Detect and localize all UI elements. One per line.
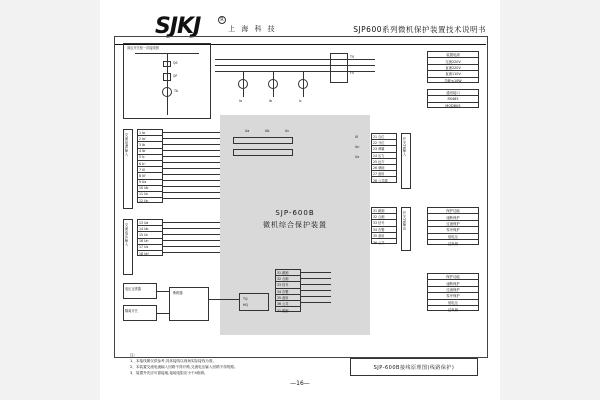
- lower-wire-3: [209, 299, 239, 300]
- right-terminal2-title: 开关量输出: [402, 211, 406, 231]
- signal-un-label: Un: [355, 145, 360, 149]
- signal-u-ua: Ua: [245, 129, 250, 133]
- table-row: MODBUS: [445, 103, 461, 108]
- list-item: 16 Un: [138, 239, 162, 245]
- device-model: SJP-600B: [275, 209, 315, 217]
- signal-ia-label: Ia: [239, 99, 242, 103]
- lower-left-block-2: [123, 305, 157, 321]
- left-wire-2: [163, 138, 220, 139]
- signal-ib-label: Ib: [269, 99, 272, 103]
- list-item: 2 Ia': [138, 136, 162, 142]
- right-table-protection-2: [427, 273, 479, 311]
- lower-mid-block: [239, 293, 269, 311]
- left-wire-9: [163, 180, 220, 181]
- table-row: 速断保护: [428, 214, 478, 220]
- list-item: 33 信号: [372, 220, 396, 226]
- list-item: 26 就地: [372, 165, 396, 171]
- lower-wire-2: [157, 313, 169, 314]
- table-row: 零序保护: [428, 227, 478, 233]
- table-header: 保护功能: [428, 208, 478, 214]
- signal-ux-label: Ux: [355, 155, 360, 159]
- list-item: 32 合闸: [276, 276, 300, 282]
- list-item: 27 备用: [372, 171, 396, 177]
- list-item: 35 备用: [372, 233, 396, 239]
- note-title: 注:: [130, 353, 135, 357]
- table-row: 零序保护: [428, 293, 478, 299]
- registered-trademark-icon: R: [218, 16, 226, 24]
- device-name: 微机综合保护装置: [263, 221, 327, 229]
- left-terminal2-column: [137, 219, 163, 256]
- list-item: 31 跳闸: [277, 308, 289, 313]
- list-item: 36 公共: [276, 301, 300, 307]
- note-line-1: 1、本接线图仅供参考,具体接线以现场实际接线为准。: [130, 359, 217, 363]
- left2-wire-3: [163, 234, 220, 235]
- list-item: 17 Ux: [138, 245, 162, 251]
- list-item: 10 Ub: [138, 186, 162, 192]
- brand-name-cn: 上 海 科 技: [228, 25, 277, 33]
- left2-wire-2: [163, 228, 220, 229]
- list-item: 31 跳闸: [276, 270, 300, 276]
- list-item: 14 Ub: [138, 226, 162, 232]
- right-table-protection: [427, 207, 479, 245]
- list-item: 32 合闸: [372, 214, 396, 220]
- list-item: 4 Ib': [138, 149, 162, 155]
- note-line-3: 3、装置外壳应可靠接地,接地电阻应小于4欧姆。: [130, 371, 208, 375]
- device-label: [220, 207, 370, 231]
- right-terminal2-column: [371, 207, 397, 244]
- table-row: 过负荷: [447, 307, 459, 312]
- table-row: 过流保护: [428, 287, 478, 293]
- arrester-label: FV: [350, 71, 355, 75]
- signal-i0-label: I0: [355, 135, 358, 139]
- bottom-right-wire-4: [301, 290, 331, 291]
- inner-connector-1: [233, 137, 293, 144]
- list-item: 1 Ia: [138, 130, 162, 136]
- figure-caption-box: SJP-600B接线原理图(线路保护): [350, 358, 478, 376]
- table-row: 低电压: [428, 300, 478, 306]
- schematic-frame: [114, 36, 488, 358]
- trip-coil-label: TQ: [243, 297, 248, 301]
- table-header: 保护功能: [428, 274, 478, 280]
- left-wire-8: [163, 174, 220, 175]
- lower-left-block-1: [123, 283, 157, 299]
- brand-logo: SJKJ: [155, 14, 201, 39]
- list-item: 9 Ua: [138, 180, 162, 186]
- left-wire-12: [163, 198, 220, 199]
- left-terminal-title: 交流电流输入: [124, 133, 128, 157]
- page-number: —16—: [290, 380, 310, 387]
- breaker-label: QF: [173, 74, 178, 78]
- list-item: 7 I0: [138, 167, 162, 173]
- pt-label: TV: [350, 55, 355, 59]
- table-row: 速断保护: [428, 280, 478, 286]
- busbar: [135, 53, 199, 54]
- list-item: 11 Uc: [138, 192, 162, 198]
- table-row: 功耗≤10W: [444, 79, 462, 84]
- right-table-power: [427, 51, 479, 83]
- table-header: 装置电源: [428, 52, 478, 58]
- ct-a-icon: [238, 79, 248, 89]
- left-wire-5: [163, 156, 220, 157]
- pt-box: [330, 53, 348, 83]
- table-row: 过负荷: [447, 241, 459, 246]
- left2-wire-6: [163, 252, 220, 253]
- list-item: 5 Ic: [138, 155, 162, 161]
- list-item: 21 合位: [372, 134, 396, 140]
- bottom-right-wire-2: [301, 278, 331, 279]
- list-item: 3 Ib: [138, 142, 162, 148]
- left2-wire-4: [163, 240, 220, 241]
- close-coil-label: HQ: [243, 303, 248, 307]
- table-row: 低电压: [428, 234, 478, 240]
- list-item: 33 信号: [276, 282, 300, 288]
- table-row: 交流220V: [428, 58, 478, 64]
- right-table-comm: [427, 89, 479, 108]
- list-item: 24 压力: [372, 153, 396, 159]
- left-terminal2-title: 交流电压输入: [124, 223, 128, 247]
- bottom-right-wire-3: [301, 284, 331, 285]
- right-terminal-column: [371, 133, 397, 183]
- list-item: 36 公共: [373, 240, 385, 245]
- bottom-right-wire-1: [301, 272, 331, 273]
- list-item: 13 Ua: [138, 220, 162, 226]
- list-item: 8 I0': [138, 173, 162, 179]
- ac-bus-b: [215, 65, 375, 66]
- signal-ic-label: Ic: [299, 99, 302, 103]
- isolator-label: QS: [173, 61, 178, 65]
- breaker-symbol: [163, 73, 171, 81]
- ct-b-icon: [268, 79, 278, 89]
- list-item: 34 告警: [276, 289, 300, 295]
- document-title: SJP600系列微机保护装置技术说明书: [353, 25, 486, 34]
- table-row: 直流220V: [428, 65, 478, 71]
- ct-symbol: [162, 87, 172, 97]
- left-wire-4: [163, 150, 220, 151]
- bottom-right-wire-5: [301, 296, 331, 297]
- left-wire-11: [163, 192, 220, 193]
- note-line-2: 2、本装置交流电流输入回路不得开路,交流电压输入回路不得短路。: [130, 365, 238, 369]
- isolator-symbol: [163, 61, 171, 67]
- one-line-diagram-title: 高压开关柜一次接线图: [127, 46, 159, 50]
- left-wire-1: [163, 132, 220, 133]
- inner-connector-2: [233, 149, 293, 156]
- right-terminal-title: 开关量输入: [402, 137, 406, 157]
- lower-left-label-3: 断路器: [173, 291, 183, 295]
- list-item: 12 Un: [139, 199, 149, 204]
- signal-u-uc: Uc: [285, 129, 290, 133]
- left-wire-10: [163, 186, 220, 187]
- ct-c-icon: [298, 79, 308, 89]
- left-wire-7: [163, 168, 220, 169]
- table-row: 过流保护: [428, 221, 478, 227]
- list-item: 35 备用: [276, 295, 300, 301]
- list-item: 6 Ic': [138, 161, 162, 167]
- lower-wire-1: [157, 291, 169, 292]
- table-row: RS485: [428, 96, 478, 102]
- list-item: 25 远方: [372, 159, 396, 165]
- list-item: 18 Un': [139, 252, 150, 257]
- left2-wire-5: [163, 246, 220, 247]
- list-item: 23 弹簧: [372, 146, 396, 152]
- document-page: [100, 0, 500, 400]
- bottom-right-terminal-column: [275, 269, 301, 312]
- list-item: 34 告警: [372, 227, 396, 233]
- left-wire-3: [163, 144, 220, 145]
- list-item: 28 公共端: [373, 178, 388, 183]
- ac-bus-a: [215, 59, 375, 60]
- lower-left-label-2: 隔离开关: [125, 309, 138, 313]
- left-terminal-column: [137, 129, 163, 203]
- list-item: 15 Uc: [138, 232, 162, 238]
- lower-left-label-1: 电压互感器: [125, 287, 141, 291]
- left-wire-6: [163, 162, 220, 163]
- list-item: 31 跳闸: [372, 208, 396, 214]
- left2-wire-1: [163, 222, 220, 223]
- signal-u-ub: Ub: [265, 129, 270, 133]
- notes-block: [130, 352, 330, 376]
- list-item: 22 分位: [372, 140, 396, 146]
- table-row: 直流110V: [428, 71, 478, 77]
- bottom-right-wire-6: [301, 302, 331, 303]
- table-header: 通讯接口: [428, 90, 478, 96]
- ct-label: TA: [174, 89, 178, 93]
